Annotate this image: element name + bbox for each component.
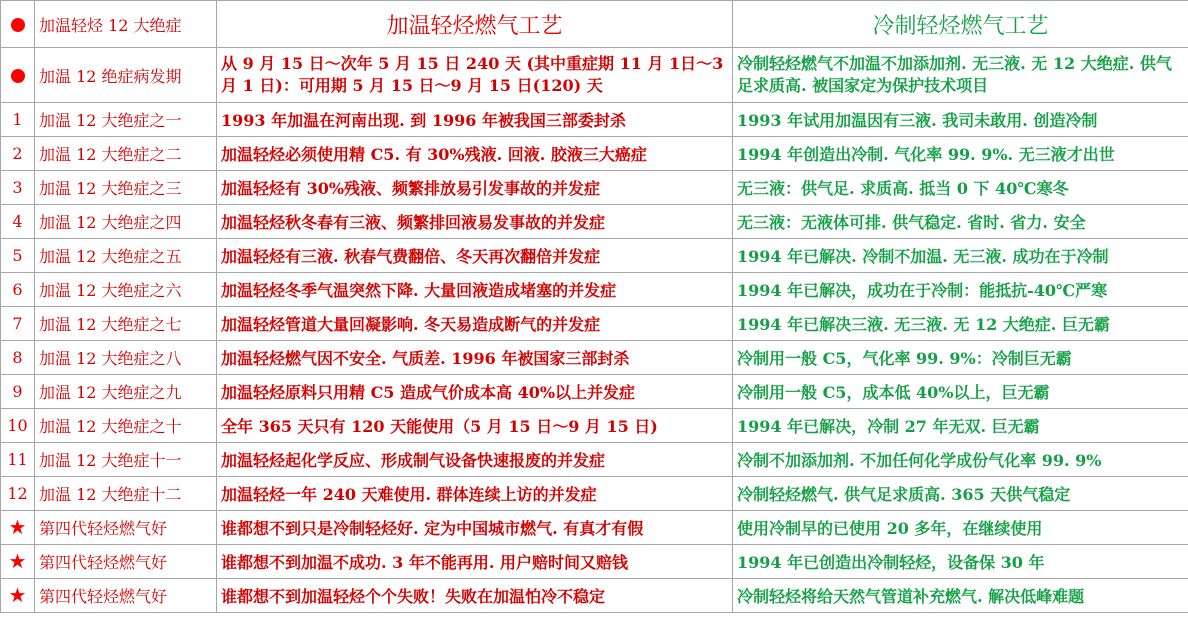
row-title: 加温 12 大绝症之五 xyxy=(35,239,217,273)
row-title: 加温 12 大绝症之六 xyxy=(35,273,217,307)
table-row xyxy=(1,443,1188,477)
row-cold: 1994 年已解决，成功在于冷制：能抵抗-40℃严寒 xyxy=(733,273,1188,307)
row-index: 8 xyxy=(1,341,35,375)
star-title: 第四代轻烃燃气好 xyxy=(35,545,217,579)
row-index: 6 xyxy=(1,273,35,307)
row-title: 加温 12 大绝症十一 xyxy=(35,443,217,477)
star-marker xyxy=(1,579,35,613)
star-cold: 1994 年已创造出冷制轻烃，设备保 30 年 xyxy=(733,545,1188,579)
row-title: 加温 12 大绝症十二 xyxy=(35,477,217,511)
table-row xyxy=(1,103,1188,137)
row-heated: 加温轻烃燃气因不安全. 气质差. 1996 年被国家三部封杀 xyxy=(217,341,733,375)
intro-cold: 冷制轻烃燃气不加温不加添加剂. 无三液. 无 12 大绝症. 供气足求质高. 被国家定为保护技术项目 xyxy=(733,48,1188,103)
table-row xyxy=(1,137,1188,171)
table-row xyxy=(1,307,1188,341)
star-heated: 谁都想不到加温轻烃个个失败！失败在加温怕冷不稳定 xyxy=(217,579,733,613)
row-heated: 1993 年加温在河南出现. 到 1996 年被我国三部委封杀 xyxy=(217,103,733,137)
row-cold: 1993 年试用加温因有三液. 我司未敢用. 创造冷制 xyxy=(733,103,1188,137)
star-icon: ★ xyxy=(8,583,27,607)
cold-column-title: 冷制轻烃燃气工艺 xyxy=(733,1,1188,48)
table-row xyxy=(1,273,1188,307)
table-row xyxy=(1,409,1188,443)
row-cold: 冷制用一般 C5，成本低 40%以上，巨无霸 xyxy=(733,375,1188,409)
intro-heated: 从 9 月 15 日～次年 5 月 15 日 240 天 (其中重症期 11 月 1日～3 月 1 日)：可用期 5 月 15 日～9 月 15 日(120) 天 xyxy=(217,48,733,103)
row-cold: 1994 年创造出冷制. 气化率 99. 9%. 无三液才出世 xyxy=(733,137,1188,171)
row-title: 加温 12 大绝症之九 xyxy=(35,375,217,409)
row-heated: 全年 365 天只有 120 天能使用（5 月 15 日～9 月 15 日) xyxy=(217,409,733,443)
row-title: 加温 12 大绝症之四 xyxy=(35,205,217,239)
row-heated: 加温轻烃起化学反应、形成制气设备快速报废的并发症 xyxy=(217,443,733,477)
table-row xyxy=(1,375,1188,409)
table-row xyxy=(1,239,1188,273)
star-heated: 谁都想不到加温不成功. 3 年不能再用. 用户赔时间又赔钱 xyxy=(217,545,733,579)
table-row xyxy=(1,341,1188,375)
row-heated: 加温轻烃冬季气温突然下降. 大量回液造成堵塞的并发症 xyxy=(217,273,733,307)
row-cold: 无三液：供气足. 求质高. 抵当 0 下 40℃寒冬 xyxy=(733,171,1188,205)
row-index: 4 xyxy=(1,205,35,239)
row-index: 12 xyxy=(1,477,35,511)
star-cold: 使用冷制早的已使用 20 多年，在继续使用 xyxy=(733,511,1188,545)
header-title: 加温轻烃 12 大绝症 xyxy=(35,1,217,48)
table-row xyxy=(1,171,1188,205)
star-marker xyxy=(1,511,35,545)
star-cold: 冷制轻烃将给天然气管道补充燃气. 解决低峰难题 xyxy=(733,579,1188,613)
row-cold: 1994 年已解决. 冷制不加温. 无三液. 成功在于冷制 xyxy=(733,239,1188,273)
row-index: 10 xyxy=(1,409,35,443)
intro-title: 加温 12 绝症病发期 xyxy=(35,48,217,103)
row-title: 加温 12 大绝症之二 xyxy=(35,137,217,171)
star-marker xyxy=(1,545,35,579)
row-title: 加温 12 大绝症之一 xyxy=(35,103,217,137)
row-index: 2 xyxy=(1,137,35,171)
row-heated: 加温轻烃有三液. 秋春气费翻倍、冬天再次翻倍并发症 xyxy=(217,239,733,273)
row-index: 1 xyxy=(1,103,35,137)
row-heated: 加温轻烃一年 240 天难使用. 群体连续上访的并发症 xyxy=(217,477,733,511)
row-title: 加温 12 大绝症之八 xyxy=(35,341,217,375)
row-index: 5 xyxy=(1,239,35,273)
row-cold: 无三液：无液体可排. 供气稳定. 省时. 省力. 安全 xyxy=(733,205,1188,239)
table-row xyxy=(1,205,1188,239)
row-cold: 冷制轻烃燃气. 供气足求质高. 365 天供气稳定 xyxy=(733,477,1188,511)
header-marker xyxy=(1,1,35,48)
row-title: 加温 12 大绝症之七 xyxy=(35,307,217,341)
row-cold: 冷制用一般 C5，气化率 99. 9%：冷制巨无霸 xyxy=(733,341,1188,375)
star-icon: ★ xyxy=(8,515,27,539)
row-cold: 1994 年已解决三液. 无三液. 无 12 大绝症. 巨无霸 xyxy=(733,307,1188,341)
row-heated: 加温轻烃秋冬春有三液、频繁排回液易发事故的并发症 xyxy=(217,205,733,239)
row-title: 加温 12 大绝症之三 xyxy=(35,171,217,205)
intro-marker xyxy=(1,48,35,103)
star-row xyxy=(1,545,1188,579)
star-icon: ★ xyxy=(8,549,27,573)
red-dot-icon xyxy=(11,69,25,83)
row-index: 7 xyxy=(1,307,35,341)
red-dot-icon xyxy=(11,18,25,32)
star-row xyxy=(1,579,1188,613)
header-row xyxy=(1,1,1188,48)
row-title: 加温 12 大绝症之十 xyxy=(35,409,217,443)
star-title: 第四代轻烃燃气好 xyxy=(35,511,217,545)
star-row xyxy=(1,511,1188,545)
star-heated: 谁都想不到只是冷制轻烃好. 定为中国城市燃气. 有真才有假 xyxy=(217,511,733,545)
table-row xyxy=(1,477,1188,511)
row-heated: 加温轻烃必须使用精 C5. 有 30%残液. 回液. 胶液三大癌症 xyxy=(217,137,733,171)
row-heated: 加温轻烃管道大量回凝影响. 冬天易造成断气的并发症 xyxy=(217,307,733,341)
row-index: 3 xyxy=(1,171,35,205)
row-cold: 冷制不加添加剂. 不加任何化学成份气化率 99. 9% xyxy=(733,443,1188,477)
intro-row xyxy=(1,48,1188,103)
star-title: 第四代轻烃燃气好 xyxy=(35,579,217,613)
row-index: 11 xyxy=(1,443,35,477)
heated-column-title: 加温轻烃燃气工艺 xyxy=(217,1,733,48)
row-cold: 1994 年已解决，冷制 27 年无双. 巨无霸 xyxy=(733,409,1188,443)
row-index: 9 xyxy=(1,375,35,409)
row-heated: 加温轻烃有 30%残液、频繁排放易引发事故的并发症 xyxy=(217,171,733,205)
row-heated: 加温轻烃原料只用精 C5 造成气价成本高 40%以上并发症 xyxy=(217,375,733,409)
